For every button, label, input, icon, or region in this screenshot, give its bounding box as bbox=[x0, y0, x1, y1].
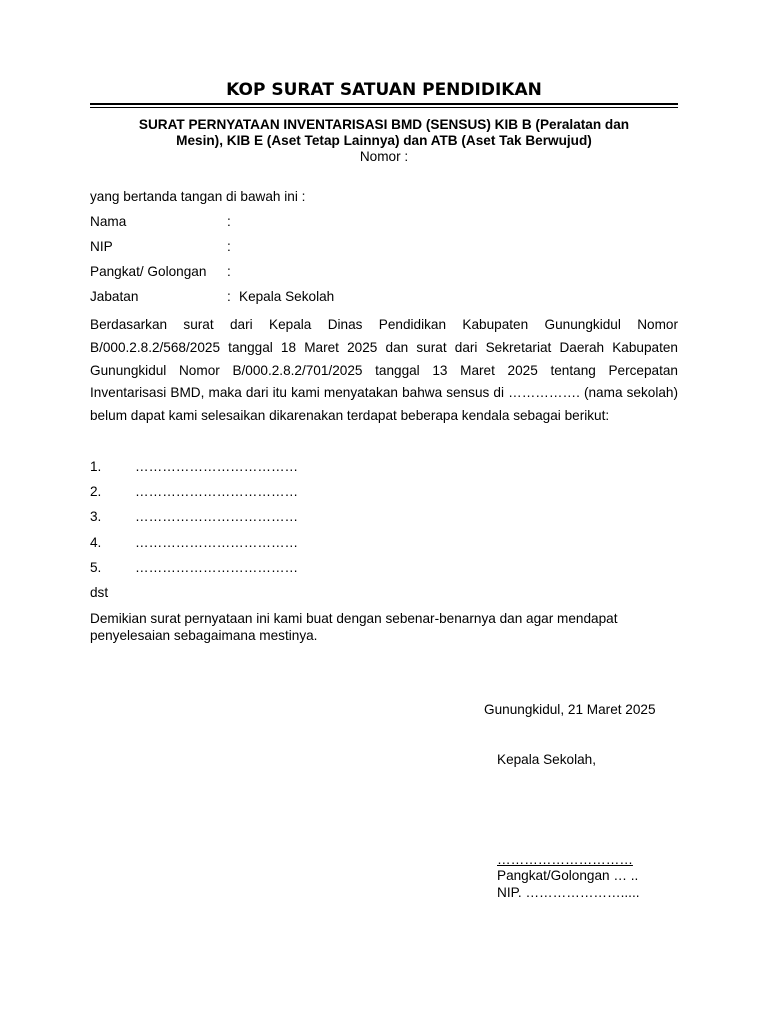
field-label-nama: Nama bbox=[90, 214, 127, 229]
signer-name-line: ………………………… bbox=[497, 852, 633, 867]
field-colon-jabatan: : bbox=[227, 289, 231, 304]
document-title-line-2: Mesin), KIB E (Aset Tetap Lainnya) dan ATB (Aset Tak Berwujud) bbox=[176, 133, 592, 148]
list-continuation: dst bbox=[90, 585, 109, 600]
document-title bbox=[100, 117, 668, 149]
letterhead-rule-thick bbox=[90, 103, 678, 105]
closing-paragraph: Demikian surat pernyataan ini kami buat dengan sebenar-benarnya dan agar mendapat penyelesaian sebagaimana mestinya. bbox=[90, 611, 618, 643]
list-item-text: ……………………………… bbox=[135, 535, 299, 550]
list-item-text: ……………………………… bbox=[135, 560, 299, 575]
list-item-number: 2. bbox=[90, 484, 102, 499]
place-date: Gunungkidul, 21 Maret 2025 bbox=[484, 702, 656, 717]
list-item-number: 4. bbox=[90, 535, 102, 550]
list-item-number: 5. bbox=[90, 560, 102, 575]
intro-text: yang bertanda tangan di bawah ini : bbox=[90, 189, 306, 204]
list-item-number: 3. bbox=[90, 509, 102, 524]
list-item-number: 1. bbox=[90, 459, 102, 474]
field-value-jabatan: Kepala Sekolah bbox=[239, 289, 335, 304]
document-number: Nomor : bbox=[359, 149, 409, 164]
letterhead-title: KOP SURAT SATUAN PENDIDIKAN bbox=[226, 80, 542, 100]
field-colon-pangkat: : bbox=[227, 264, 231, 279]
signer-position: Kepala Sekolah, bbox=[497, 752, 597, 767]
list-item-text: ……………………………… bbox=[135, 509, 299, 524]
field-colon-nip: : bbox=[227, 239, 231, 254]
document-title-line-1: SURAT PERNYATAAN INVENTARISASI BMD (SENSUS) KIB B (Peralatan dan bbox=[138, 117, 630, 132]
list-item-text: ……………………………… bbox=[135, 459, 299, 474]
field-colon-nama: : bbox=[227, 214, 231, 229]
body-paragraph: Berdasarkan surat dari Kepala Dinas Pendidikan Kabupaten Gunungkidul Nomor B/000.2.8.2/568/2025 tanggal 18 Maret 2025 dan surat dari Sekretariat Daerah Kabupaten Gunungkidul Nomor B/000.2.8.2/701/2025 tanggal 13 Maret 2025 tentang Percepatan Inventarisasi BMD, maka dari itu kami menyatakan bahwa sensus di ……………. (nama sekolah) belum dapat kami selesaikan dikarenakan terdapat beberapa kendala sebagai berikut: bbox=[90, 317, 678, 424]
signer-rank: Pangkat/Golongan … .. bbox=[497, 868, 639, 883]
field-label-nip: NIP bbox=[90, 239, 113, 254]
field-label-jabatan: Jabatan bbox=[90, 289, 139, 304]
letterhead-rule-thin bbox=[90, 107, 678, 108]
field-label-pangkat: Pangkat/ Golongan bbox=[90, 264, 207, 279]
list-item-text: ……………………………… bbox=[135, 484, 299, 499]
signer-nip: NIP. …………………..... bbox=[497, 885, 640, 900]
